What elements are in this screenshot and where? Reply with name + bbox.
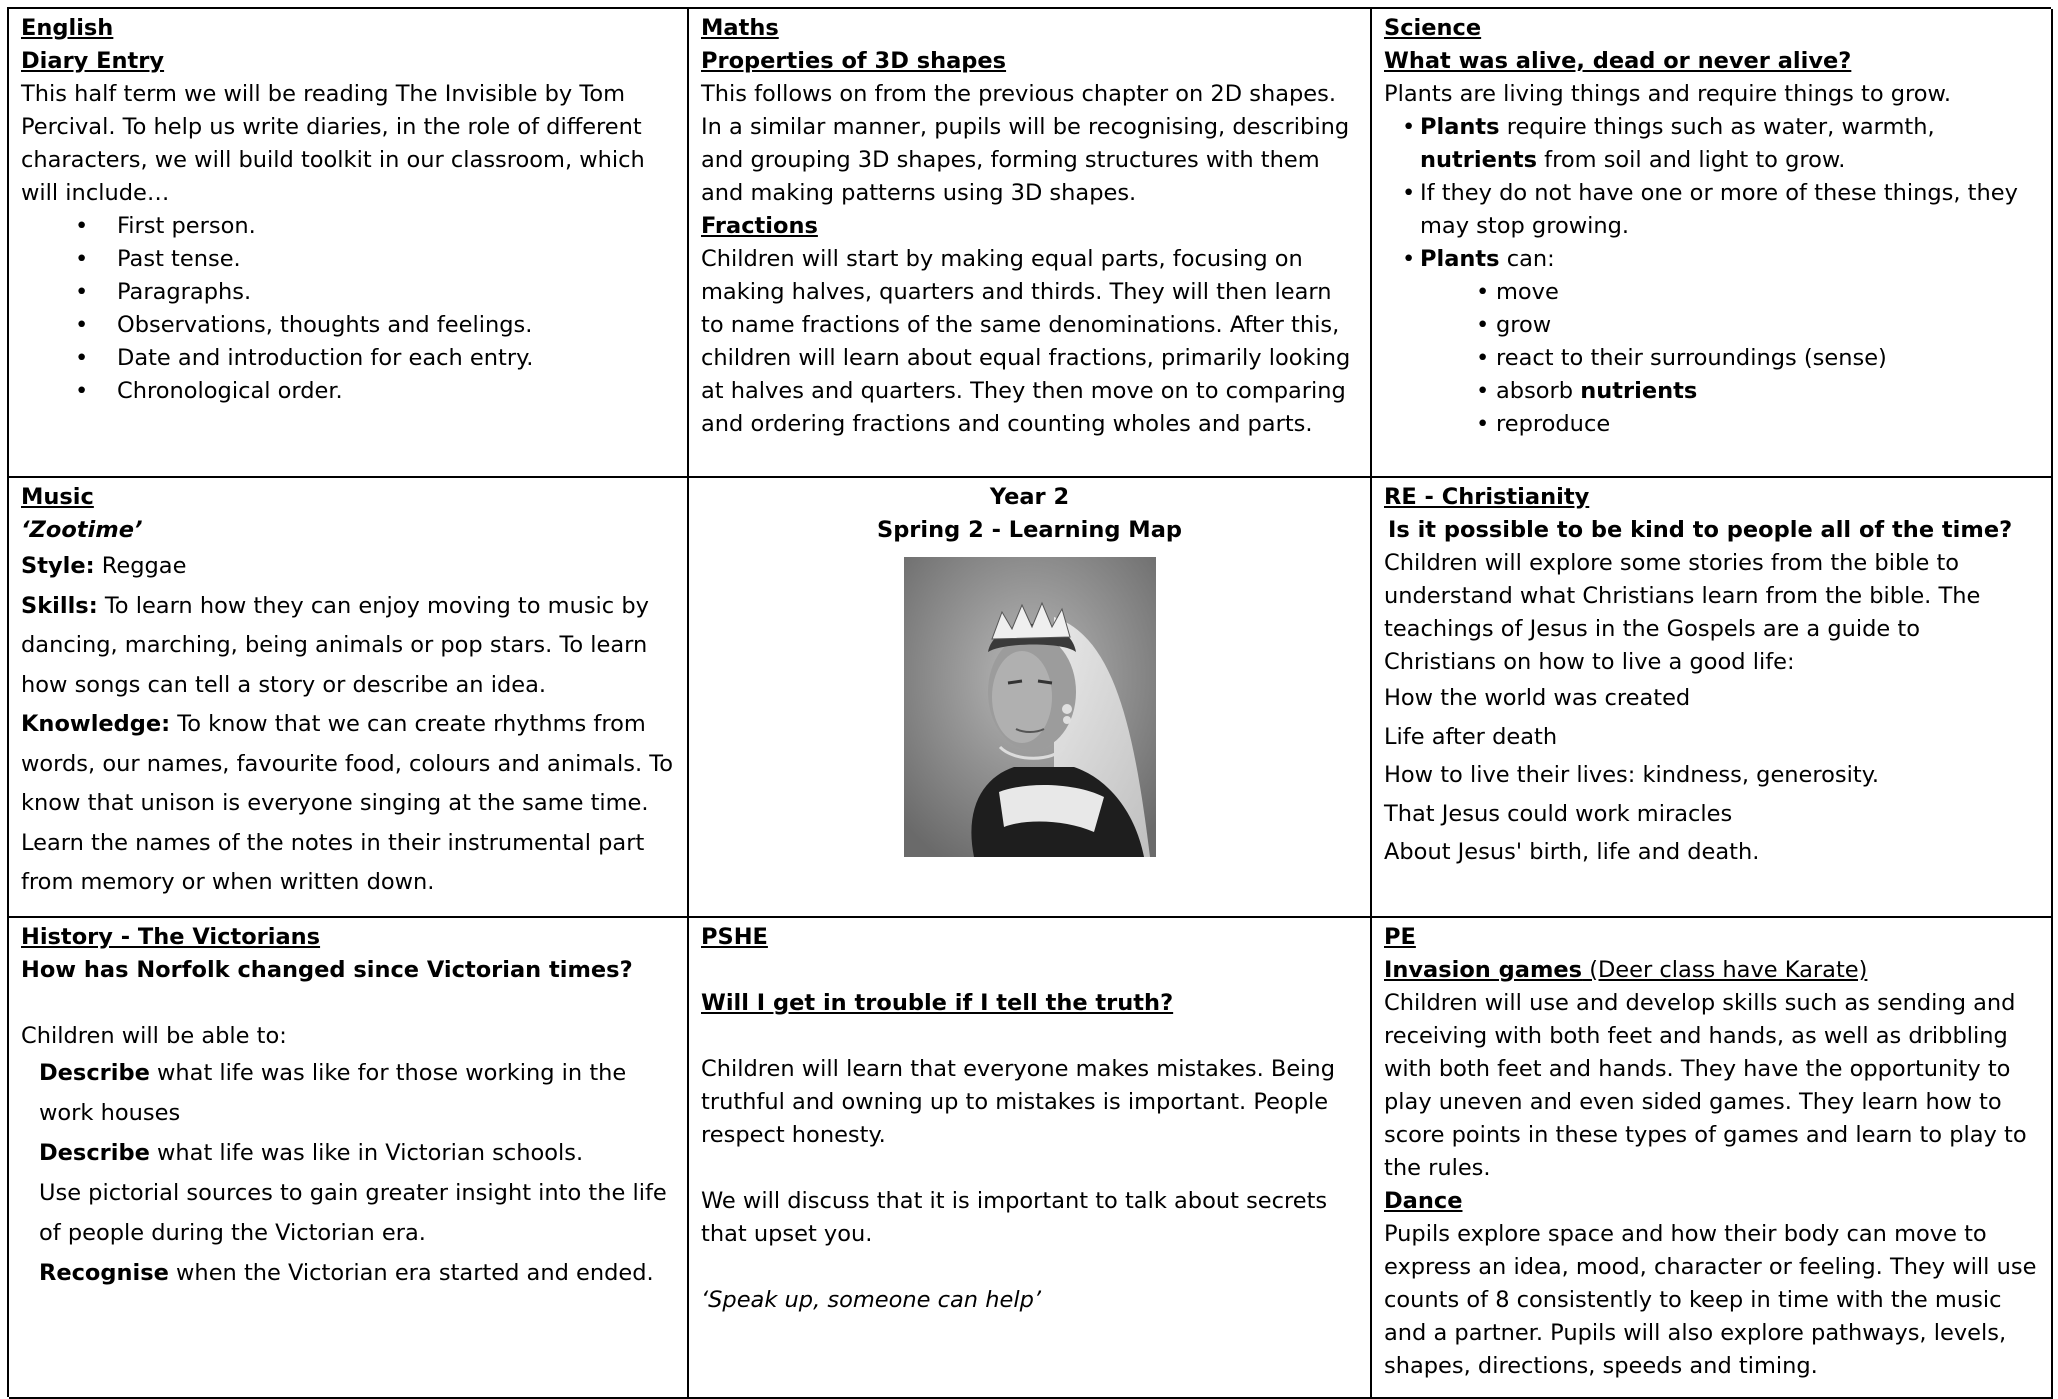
list-item: • absorb nutrients	[1384, 375, 2039, 408]
spacer	[701, 1251, 1358, 1284]
list-item: • First person.	[21, 210, 675, 243]
title-cell	[689, 478, 1372, 918]
pe-heading: PE	[1384, 924, 1416, 950]
list-item: • move	[1384, 276, 2039, 309]
queen-victoria-portrait	[904, 557, 1156, 857]
science-sublist	[1384, 276, 2039, 441]
pshe-paragraph: Children will learn that everyone makes mistakes. Being truthful and owning up to mistakes is important. People respect honesty.	[701, 1056, 1335, 1148]
science-list	[1384, 111, 2039, 276]
re-item: How to live their lives: kindness, generosity.	[1384, 762, 1879, 788]
history-item: Use pictorial sources to gain greater insight into the life of people during the Victorian era.	[39, 1180, 667, 1246]
re-item: That Jesus could work miracles	[1384, 800, 1733, 827]
maths-topic-fractions: Fractions	[701, 213, 818, 239]
re-cell	[1372, 478, 2053, 918]
science-topic: What was alive, dead or never alive?	[1384, 48, 1852, 74]
pshe-quote: ‘Speak up, someone can help’	[701, 1287, 1042, 1313]
english-intro: This half term we will be reading The Invisible by Tom Percival. To help us write diaries, in the role of different characters, we will build toolkit in our classroom, which will include…	[21, 81, 645, 206]
english-cell	[9, 9, 689, 478]
year-title: Year 2	[989, 484, 1070, 510]
pe-cell	[1372, 918, 2053, 1399]
pe-topic-dance: Dance	[1384, 1188, 1463, 1214]
maths-cell	[689, 9, 1372, 478]
science-intro: Plants are living things and require things to grow.	[1384, 81, 1952, 107]
pshe-cell	[689, 918, 1372, 1399]
re-heading: RE - Christianity	[1384, 484, 1590, 510]
science-cell	[1372, 9, 2053, 478]
list-item: • Plants can:	[1384, 243, 2039, 276]
history-item: Recognise when the Victorian era started and ended.	[39, 1260, 654, 1286]
learning-map-grid	[7, 7, 2051, 1397]
spacer	[701, 1020, 1358, 1053]
list-item: • Paragraphs.	[21, 276, 675, 309]
list-item: • Observations, thoughts and feelings.	[21, 309, 675, 342]
list-item: • Chronological order.	[21, 375, 675, 408]
pshe-heading: PSHE	[701, 924, 768, 950]
maths-topic-shapes: Properties of 3D shapes	[701, 48, 1007, 74]
re-item: About Jesus' birth, life and death.	[1384, 839, 1760, 865]
list-item: • reproduce	[1384, 408, 2039, 441]
list-item: • Past tense.	[21, 243, 675, 276]
spacer	[701, 1152, 1358, 1185]
music-title: ‘Zootime’	[21, 517, 143, 543]
list-item: • grow	[1384, 309, 2039, 342]
spacer	[701, 954, 1358, 987]
history-cell	[9, 918, 689, 1399]
re-item: How the world was created	[1384, 685, 1691, 711]
music-style: Style: Reggae	[21, 553, 187, 579]
pe-invasion-text: Children will use and develop skills such as sending and receiving with both feet and hands, as well as dribbling with both feet and hands. They have the opportunity to play uneven and even sided games. They learn how to score points in these types of games and learn to play to the rules.	[1384, 990, 2027, 1181]
english-list	[21, 210, 675, 408]
maths-heading: Maths	[701, 15, 779, 41]
music-heading: Music	[21, 484, 94, 510]
history-item: Describe what life was like for those working in the work houses	[39, 1060, 627, 1126]
re-question: Is it possible to be kind to people all of the time?	[1388, 517, 2013, 543]
english-heading: English	[21, 15, 114, 41]
re-intro: Children will explore some stories from the bible to understand what Christians learn from the bible. The teachings of Jesus in the Gospels are a guide to Christians on how to live a good life:	[1384, 550, 1981, 675]
learning-map-title: Spring 2 - Learning Map	[877, 517, 1182, 543]
pshe-paragraph: We will discuss that it is important to talk about secrets that upset you.	[701, 1188, 1328, 1247]
music-cell	[9, 478, 689, 918]
science-heading: Science	[1384, 15, 1482, 41]
maths-shapes-text: This follows on from the previous chapter on 2D shapes. In a similar manner, pupils will be recognising, describing and grouping 3D shapes, forming structures with them and making patterns using 3D shapes.	[701, 81, 1350, 206]
music-skills: Skills: To learn how they can enjoy moving to music by dancing, marching, being animals or pop stars. To learn how songs can tell a story or describe an idea.	[21, 592, 649, 698]
history-heading: History - The Victorians	[21, 924, 321, 950]
english-topic: Diary Entry	[21, 48, 165, 74]
list-item: • Plants require things such as water, warmth, nutrients from soil and light to grow.	[1384, 111, 2039, 177]
list-item: • If they do not have one or more of these things, they may stop growing.	[1384, 177, 2039, 243]
pe-dance-text: Pupils explore space and how their body can move to express an idea, mood, character or feeling. They will use counts of 8 consistently to keep in time with the music and a partner. Pupils will also explore pathways, levels, shapes, directions, speeds and timing.	[1384, 1221, 2037, 1379]
re-item: Life after death	[1384, 723, 1558, 750]
list-item: • react to their surroundings (sense)	[1384, 342, 2039, 375]
history-intro: Children will be able to:	[21, 1023, 287, 1049]
maths-fractions-text: Children will start by making equal parts, focusing on making halves, quarters and thirds. They will then learn to name fractions of the same denominations. After this, children will learn about equal fractions, primarily looking at halves and quarters. They then move on to comparing and ordering fractions and counting wholes and parts.	[701, 246, 1351, 437]
pe-topic-invasion: Invasion games (Deer class have Karate)	[1384, 957, 1868, 983]
pshe-question: Will I get in trouble if I tell the truth?	[701, 990, 1174, 1016]
list-item: • Date and introduction for each entry.	[21, 342, 675, 375]
music-knowledge: Knowledge: To know that we can create rhythms from words, our names, favourite food, colours and animals. To know that unison is everyone singing at the same time. Learn the names of the notes in their instrumental part from memory or when written down.	[21, 711, 673, 895]
history-question: How has Norfolk changed since Victorian times?	[21, 957, 633, 983]
history-item: Describe what life was like in Victorian schools.	[39, 1140, 584, 1166]
spacer	[21, 987, 675, 1020]
